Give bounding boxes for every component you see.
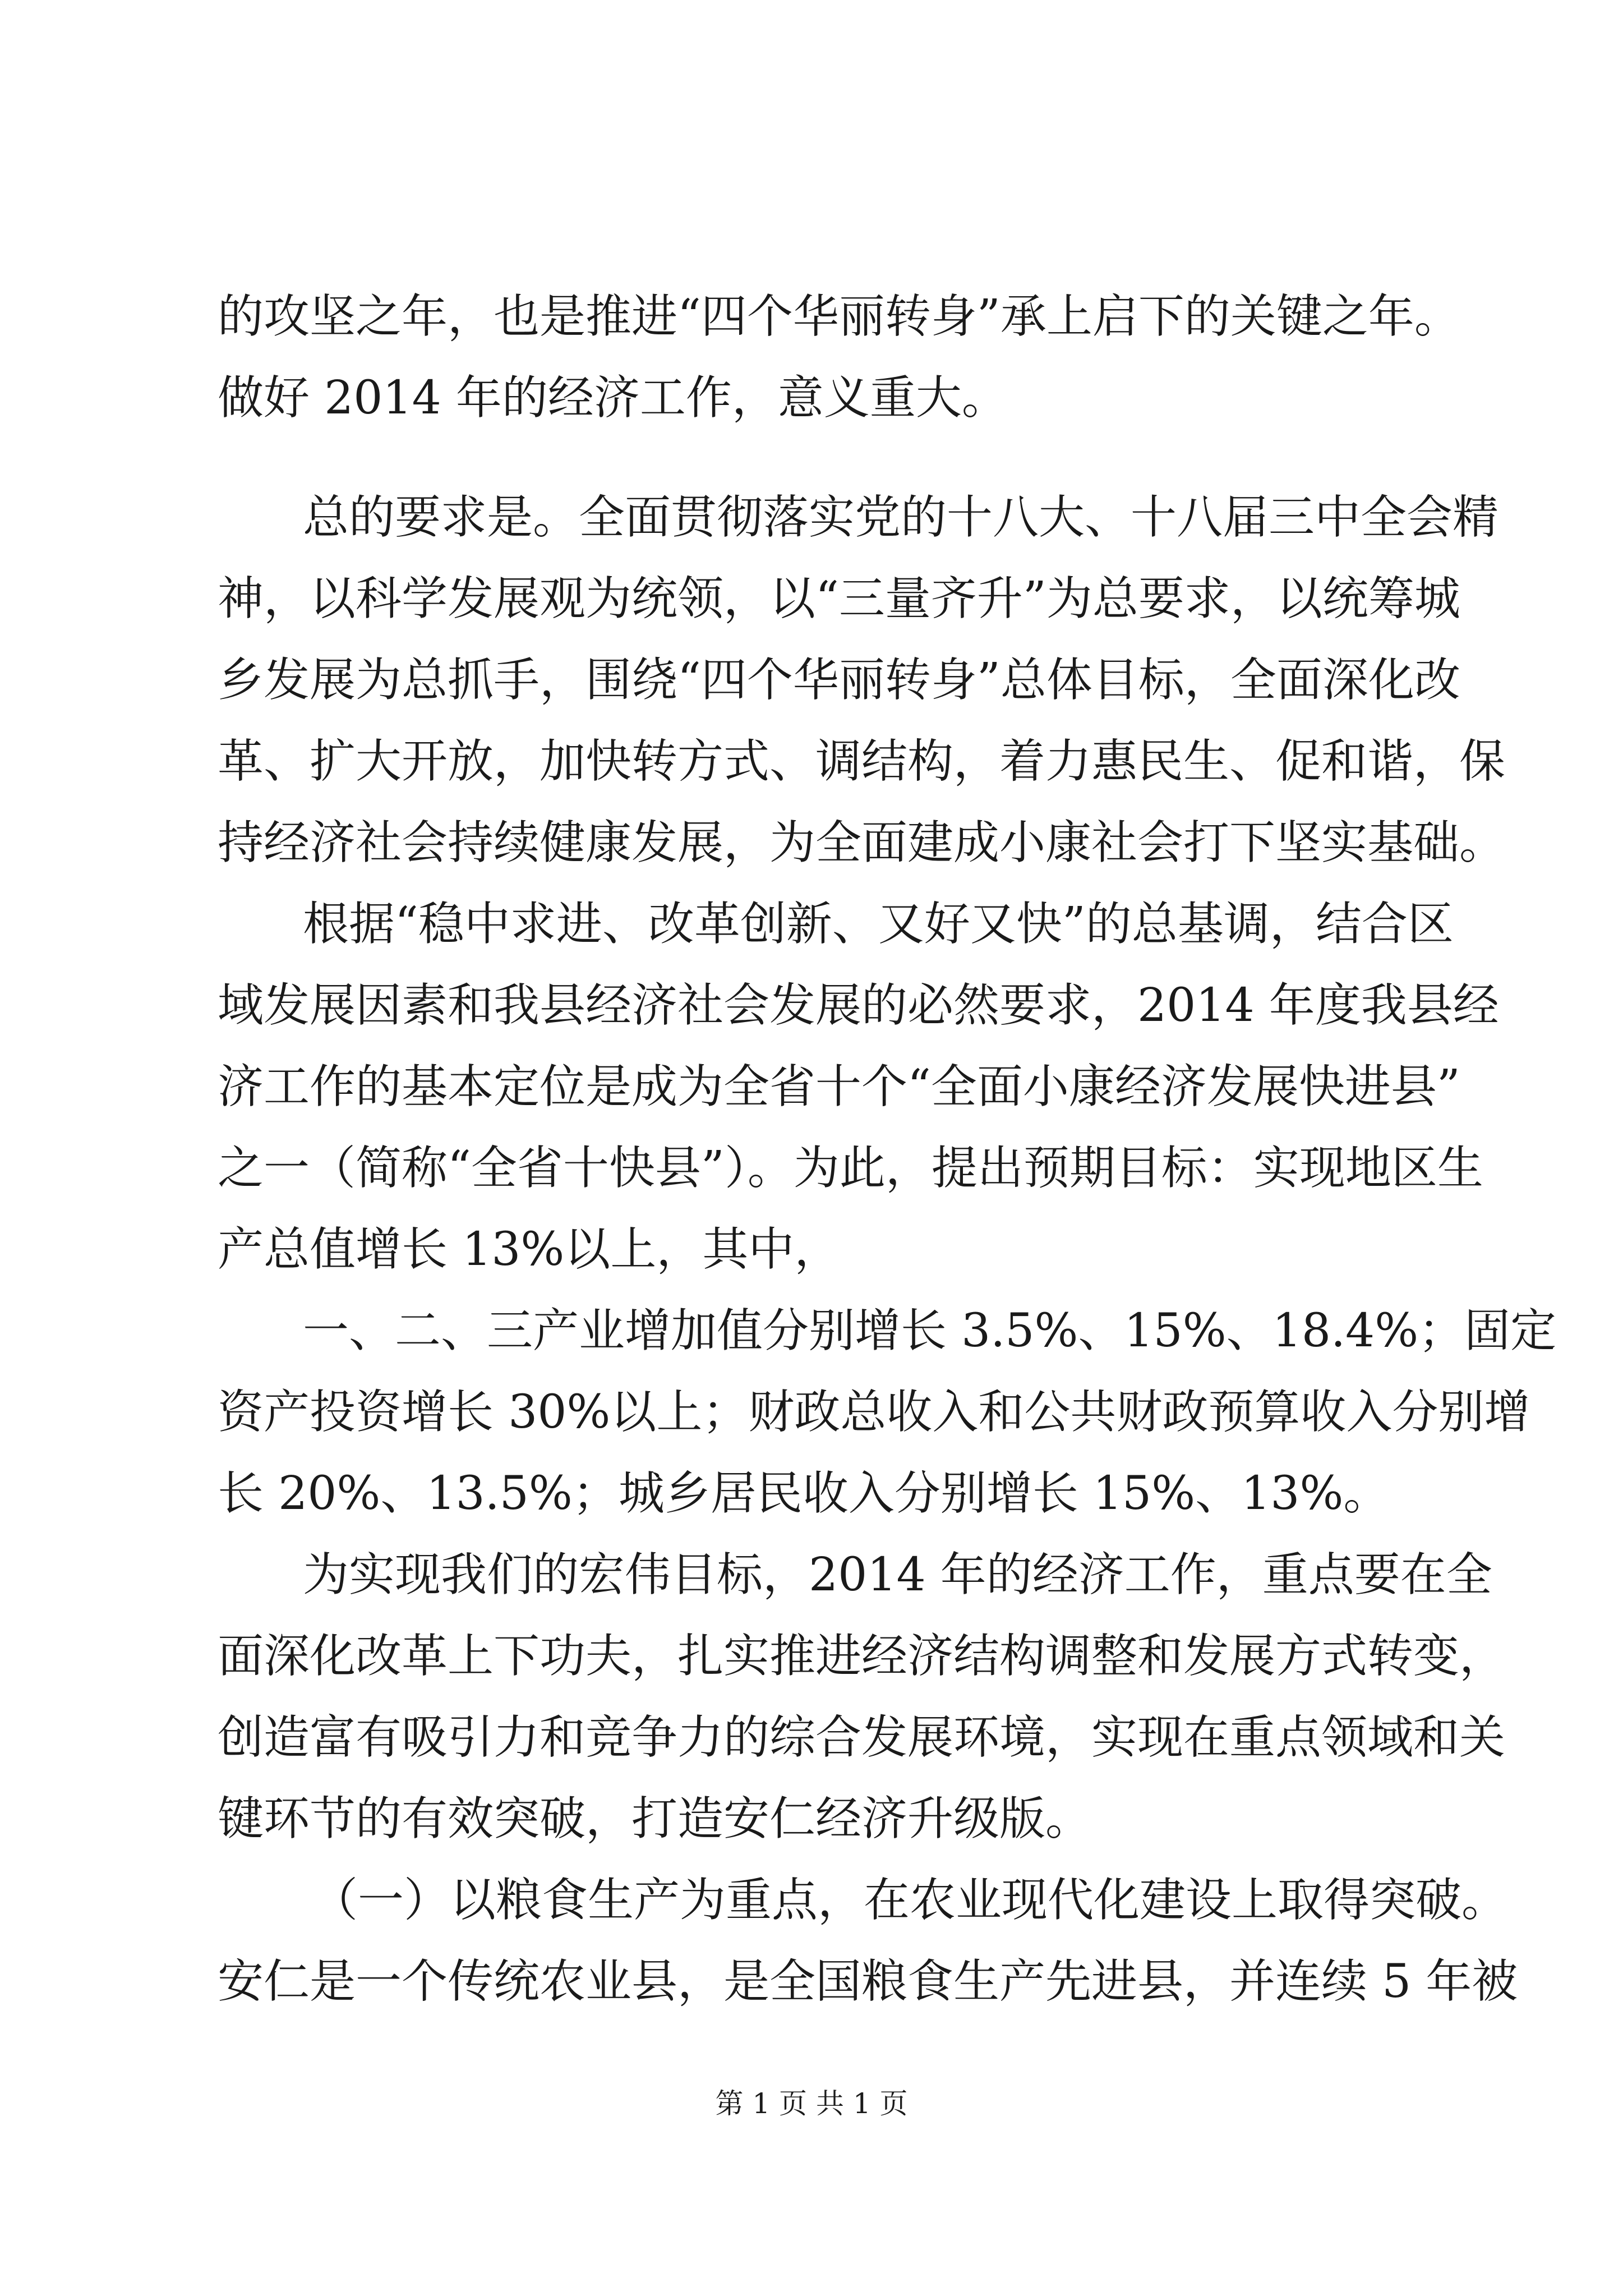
page-number-footer: 第 1 页 共 1 页	[715, 2087, 908, 2120]
text-line: 之一（简称“全省十快县”）。为此，提出预期目标：实现地区生	[218, 1142, 1483, 1195]
text-line: 键环节的有效突破，打造安仁经济升级版。	[218, 1792, 1092, 1846]
text-line: 长 20%、13.5%；城乡居民收入分别增长 15%、13%。	[218, 1467, 1390, 1520]
text-line: 济工作的基本定位是成为全省十个“全面小康经济发展快进县”	[218, 1060, 1460, 1114]
text-line: 革、扩大开放，加快转方式、调结构，着力惠民生、促和谐，保	[218, 735, 1506, 788]
text-line: 的攻坚之年，也是推进“四个华丽转身”承上启下的关键之年。	[218, 290, 1460, 343]
text-line: 资产投资增长 30%以上；财政总收入和公共财政预算收入分别增	[218, 1386, 1530, 1439]
text-line: 安仁是一个传统农业县，是全国粮食生产先进县，并连续 5 年被	[218, 1955, 1518, 2008]
text-line: 做好 2014 年的经济工作，意义重大。	[218, 371, 1008, 425]
text-line: 持经济社会持续健康发展，为全面建成小康社会打下坚实基础。	[218, 816, 1506, 869]
paragraph-start-line: 根据“稳中求进、改革创新、又好又快”的总基调，结合区	[303, 898, 1454, 951]
paragraph-start-line: 总的要求是。全面贯彻落实党的十八大、十八届三中全会精	[303, 491, 1499, 544]
section-heading-line: （一）以粮食生产为重点，在农业现代化建设上取得突破。	[312, 1874, 1508, 1927]
text-line: 乡发展为总抓手，围绕“四个华丽转身”总体目标，全面深化改	[218, 654, 1460, 707]
paragraph-start-line: 为实现我们的宏伟目标，2014 年的经济工作，重点要在全	[303, 1548, 1492, 1602]
text-line: 域发展因素和我县经济社会发展的必然要求，2014 年度我县经	[218, 979, 1499, 1032]
paragraph-start-line: 一、二、三产业增加值分别增长 3.5%、15%、18.4%；固定	[303, 1304, 1557, 1358]
text-line: 创造富有吸引力和竞争力的综合发展环境，实现在重点领域和关	[218, 1711, 1506, 1764]
text-line: 产总值增长 13%以上，其中，	[218, 1223, 841, 1276]
text-line: 神，以科学发展观为统领，以“三量齐升”为总要求，以统筹城	[218, 572, 1460, 625]
text-line: 面深化改革上下功夫，扎实推进经济结构调整和发展方式转变，	[218, 1630, 1506, 1683]
